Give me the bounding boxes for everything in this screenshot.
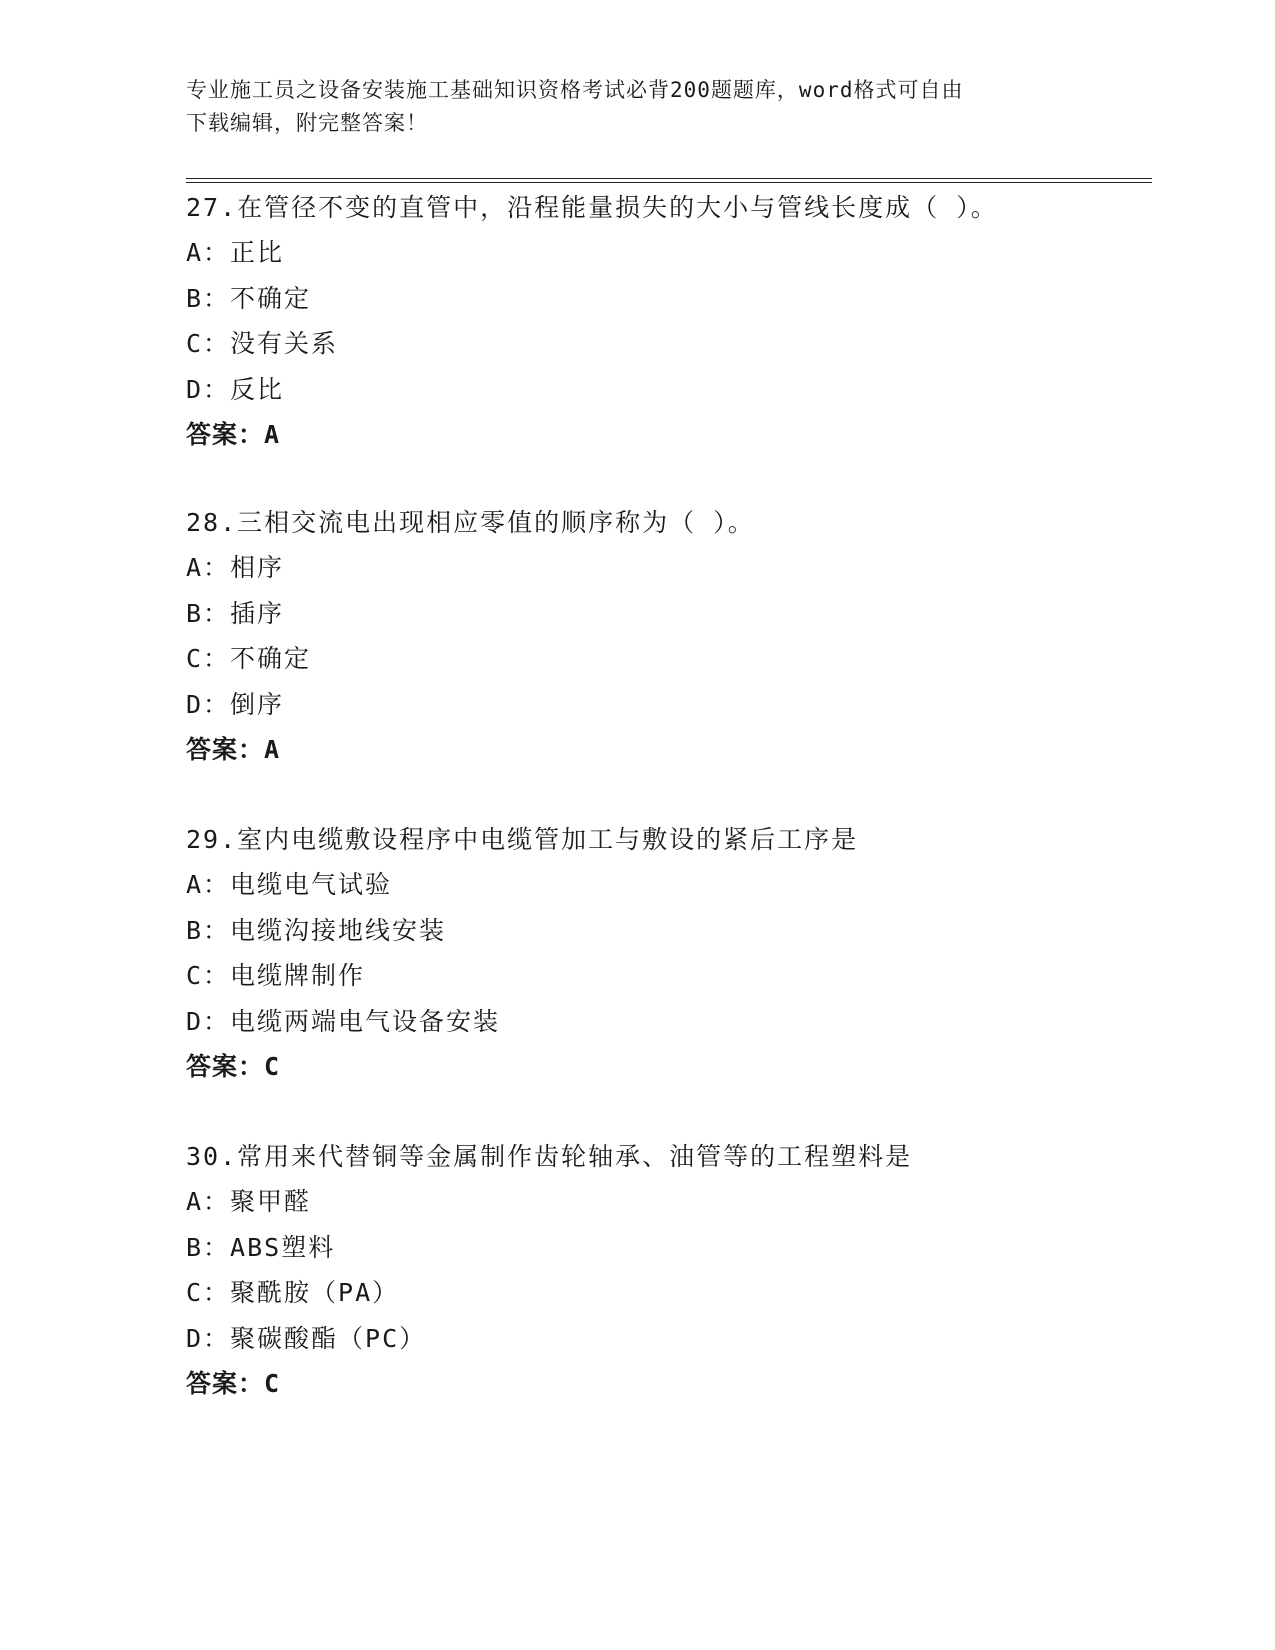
header-divider-bottom bbox=[186, 182, 1152, 183]
question-29 bbox=[186, 817, 1186, 1089]
question-text: 30.常用来代替铜等金属制作齿轮轴承、油管等的工程塑料是 bbox=[186, 1142, 913, 1171]
option-c: C：不确定 bbox=[186, 644, 312, 673]
option-a: A：正比 bbox=[186, 238, 285, 267]
option-d: D：倒序 bbox=[186, 689, 285, 719]
option-a: A：电缆电气试验 bbox=[186, 870, 393, 899]
option-a: A：相序 bbox=[186, 553, 285, 582]
option-c: C：没有关系 bbox=[186, 329, 339, 358]
option-b: B：电缆沟接地线安装 bbox=[186, 915, 447, 945]
option-c: C：聚酰胺（PA） bbox=[186, 1278, 400, 1307]
answer: 答案：A bbox=[186, 735, 281, 764]
question-27 bbox=[186, 185, 1186, 457]
answer: 答案：C bbox=[186, 1369, 281, 1398]
option-c: C：电缆牌制作 bbox=[186, 961, 366, 990]
question-text: 29.室内电缆敷设程序中电缆管加工与敷设的紧后工序是 bbox=[186, 825, 859, 854]
answer: 答案：A bbox=[186, 420, 281, 449]
answer: 答案：C bbox=[186, 1052, 281, 1081]
option-d: D：反比 bbox=[186, 374, 285, 404]
option-b: B：ABS塑料 bbox=[186, 1232, 336, 1262]
header-line-2: 下载编辑，附完整答案！ bbox=[186, 111, 428, 135]
option-a: A：聚甲醛 bbox=[186, 1187, 312, 1216]
option-d: D：电缆两端电气设备安装 bbox=[186, 1006, 501, 1036]
document-header bbox=[186, 74, 1066, 140]
header-divider-top bbox=[186, 178, 1152, 179]
question-text: 28.三相交流电出现相应零值的顺序称为（ ）。 bbox=[186, 508, 755, 537]
option-b: B：不确定 bbox=[186, 283, 312, 313]
question-text: 27.在管径不变的直管中，沿程能量损失的大小与管线长度成（ ）。 bbox=[186, 193, 998, 222]
option-d: D：聚碳酸酯（PC） bbox=[186, 1323, 427, 1353]
header-line-1: 专业施工员之设备安装施工基础知识资格考试必背200题题库，word格式可自由 bbox=[186, 78, 964, 102]
question-30 bbox=[186, 1134, 1186, 1406]
question-28 bbox=[186, 500, 1186, 772]
option-b: B：插序 bbox=[186, 598, 285, 628]
